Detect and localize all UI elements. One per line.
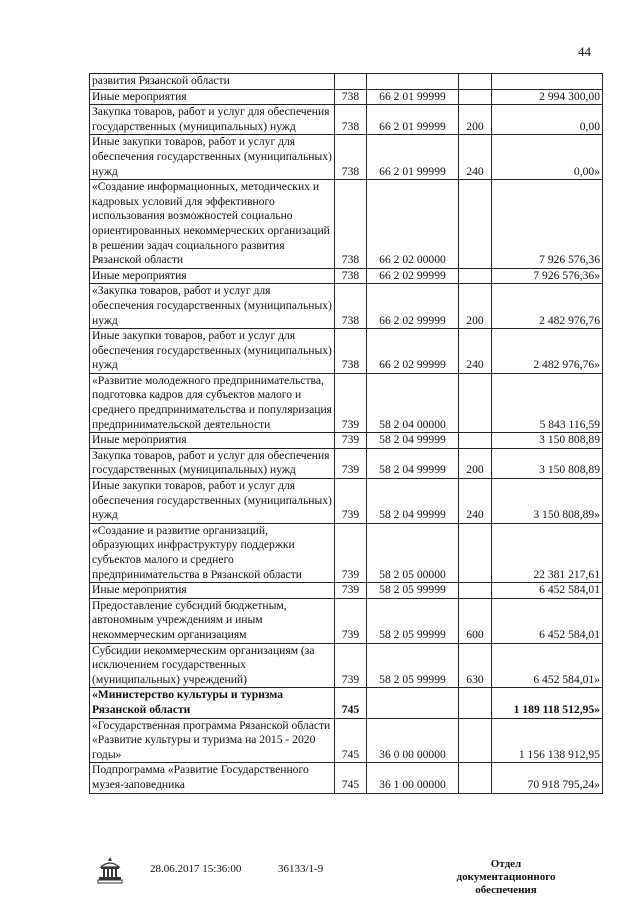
item-name-cell: «Министерство культуры и туризма Рязанской области <box>90 688 335 718</box>
table-row <box>90 180 603 269</box>
amount-cell: 6 452 584,01 <box>492 583 603 599</box>
target-article-cell: 58 2 05 00000 <box>367 523 459 582</box>
table-row <box>90 105 603 135</box>
footer-date: 28.06.2017 15:36:00 <box>150 863 242 875</box>
amount-cell: 1 156 138 912,95 <box>492 718 603 763</box>
expense-type-cell: 240 <box>459 329 492 374</box>
target-article-cell: 66 2 01 99999 <box>367 105 459 135</box>
item-name-cell: Иные мероприятия <box>90 268 335 284</box>
expense-type-cell: 240 <box>459 135 492 180</box>
expense-type-cell <box>459 89 492 105</box>
budget-table-body <box>90 74 603 794</box>
amount-cell: 6 452 584,01» <box>492 643 603 688</box>
item-name-cell: «Развитие молодежного предпринимательства, подготовка кадров для субъектов малого и среднего предпринимательства и популяризация предпринимательской деятельности <box>90 373 335 432</box>
table-row <box>90 433 603 449</box>
table-row <box>90 598 603 643</box>
item-name-cell: Закупка товаров, работ и услуг для обеспечения государственных (муниципальных) нужд <box>90 448 335 478</box>
item-name-cell: Иные мероприятия <box>90 433 335 449</box>
budget-table <box>89 73 603 794</box>
table-row <box>90 268 603 284</box>
target-article-cell <box>367 688 459 718</box>
amount-cell: 3 150 808,89 <box>492 448 603 478</box>
expense-type-cell <box>459 583 492 599</box>
expense-type-cell <box>459 373 492 432</box>
ministry-code-cell: 738 <box>335 284 367 329</box>
amount-cell: 0,00 <box>492 105 603 135</box>
item-name-cell: «Государственная программа Рязанской области «Развитие культуры и туризма на 2015 - 2020 годы» <box>90 718 335 763</box>
expense-type-cell <box>459 718 492 763</box>
amount-cell: 2 482 976,76 <box>492 284 603 329</box>
table-row <box>90 74 603 90</box>
expense-type-cell <box>459 268 492 284</box>
table-row <box>90 763 603 793</box>
item-name-cell: Предоставление субсидий бюджетным, автономным учреждениям и иным некоммерческим организациям <box>90 598 335 643</box>
amount-cell: 5 843 116,59 <box>492 373 603 432</box>
target-article-cell: 66 2 02 99999 <box>367 329 459 374</box>
ministry-code-cell: 738 <box>335 180 367 269</box>
table-row <box>90 688 603 718</box>
target-article-cell: 58 2 04 99999 <box>367 433 459 449</box>
ministry-code-cell: 739 <box>335 448 367 478</box>
target-article-cell: 58 2 05 99999 <box>367 643 459 688</box>
ministry-code-cell: 739 <box>335 598 367 643</box>
amount-cell: 6 452 584,01 <box>492 598 603 643</box>
target-article-cell: 36 1 00 00000 <box>367 763 459 793</box>
amount-cell: 7 926 576,36 <box>492 180 603 269</box>
ministry-code-cell: 738 <box>335 135 367 180</box>
item-name-cell: «Закупка товаров, работ и услуг для обеспечения государственных (муниципальных) нужд <box>90 284 335 329</box>
ministry-code-cell: 739 <box>335 373 367 432</box>
ministry-code-cell: 739 <box>335 643 367 688</box>
expense-type-cell: 200 <box>459 448 492 478</box>
ministry-code-cell: 738 <box>335 329 367 374</box>
target-article-cell: 58 2 04 00000 <box>367 373 459 432</box>
target-article-cell: 36 0 00 00000 <box>367 718 459 763</box>
target-article-cell: 66 2 02 99999 <box>367 284 459 329</box>
footer-doc-number: 36133/1-9 <box>278 863 324 875</box>
item-name-cell: Иные закупки товаров, работ и услуг для обеспечения государственных (муниципальных) нужд <box>90 479 335 524</box>
item-name-cell: Субсидии некоммерческим организациям (за исключением государственных (муниципальных) учреждений) <box>90 643 335 688</box>
ministry-code-cell: 739 <box>335 523 367 582</box>
ministry-code-cell <box>335 74 367 90</box>
amount-cell: 2 994 300,00 <box>492 89 603 105</box>
expense-type-cell <box>459 74 492 90</box>
item-name-cell: Иные закупки товаров, работ и услуг для обеспечения государственных (муниципальных) нужд <box>90 135 335 180</box>
ministry-code-cell: 745 <box>335 688 367 718</box>
ministry-code-cell: 745 <box>335 763 367 793</box>
amount-cell <box>492 74 603 90</box>
table-row <box>90 448 603 478</box>
ministry-code-cell: 738 <box>335 105 367 135</box>
amount-cell: 7 926 576,36» <box>492 268 603 284</box>
ministry-code-cell: 738 <box>335 268 367 284</box>
table-row <box>90 89 603 105</box>
expense-type-cell: 200 <box>459 284 492 329</box>
table-row <box>90 643 603 688</box>
table-row <box>90 718 603 763</box>
item-name-cell: Иные мероприятия <box>90 583 335 599</box>
expense-type-cell: 200 <box>459 105 492 135</box>
expense-type-cell <box>459 180 492 269</box>
expense-type-cell: 630 <box>459 643 492 688</box>
duma-emblem-icon <box>95 855 125 885</box>
expense-type-cell <box>459 523 492 582</box>
item-name-cell: «Создание информационных, методических и кадровых условий для эффективного использования возможностей социально ориентированных некоммерческих организаций в решении задач социального развития Рязанской области <box>90 180 335 269</box>
amount-cell: 3 150 808,89» <box>492 479 603 524</box>
table-row <box>90 135 603 180</box>
amount-cell: 1 189 118 512,95» <box>492 688 603 718</box>
target-article-cell: 58 2 04 99999 <box>367 448 459 478</box>
item-name-cell: развития Рязанской области <box>90 74 335 90</box>
amount-cell: 70 918 795,24» <box>492 763 603 793</box>
target-article-cell: 58 2 05 99999 <box>367 583 459 599</box>
ministry-code-cell: 739 <box>335 433 367 449</box>
table-row <box>90 583 603 599</box>
target-article-cell: 66 2 01 99999 <box>367 135 459 180</box>
item-name-cell: Закупка товаров, работ и услуг для обеспечения государственных (муниципальных) нужд <box>90 105 335 135</box>
item-name-cell: «Создание и развитие организаций, образующих инфраструктуру поддержки субъектов малого и среднего предпринимательства в Рязанской области <box>90 523 335 582</box>
item-name-cell: Иные закупки товаров, работ и услуг для обеспечения государственных (муниципальных) нужд <box>90 329 335 374</box>
amount-cell: 2 482 976,76» <box>492 329 603 374</box>
item-name-cell: Подпрограмма «Развитие Государственного музея-заповедника <box>90 763 335 793</box>
target-article-cell: 58 2 05 99999 <box>367 598 459 643</box>
target-article-cell: 66 2 02 99999 <box>367 268 459 284</box>
amount-cell: 3 150 808,89 <box>492 433 603 449</box>
table-row <box>90 284 603 329</box>
ministry-code-cell: 739 <box>335 479 367 524</box>
target-article-cell: 58 2 04 99999 <box>367 479 459 524</box>
target-article-cell: 66 2 01 99999 <box>367 89 459 105</box>
amount-cell: 22 381 217,61 <box>492 523 603 582</box>
table-row <box>90 479 603 524</box>
target-article-cell <box>367 74 459 90</box>
amount-cell: 0,00» <box>492 135 603 180</box>
expense-type-cell: 600 <box>459 598 492 643</box>
table-row <box>90 373 603 432</box>
expense-type-cell: 240 <box>459 479 492 524</box>
ministry-code-cell: 738 <box>335 89 367 105</box>
expense-type-cell <box>459 763 492 793</box>
expense-type-cell <box>459 433 492 449</box>
item-name-cell: Иные мероприятия <box>90 89 335 105</box>
ministry-code-cell: 739 <box>335 583 367 599</box>
target-article-cell: 66 2 02 00000 <box>367 180 459 269</box>
ministry-code-cell: 745 <box>335 718 367 763</box>
table-row <box>90 523 603 582</box>
footer-department: Отдел документационного обеспечения <box>456 858 556 896</box>
expense-type-cell <box>459 688 492 718</box>
page-number: 44 <box>578 44 591 59</box>
table-row <box>90 329 603 374</box>
